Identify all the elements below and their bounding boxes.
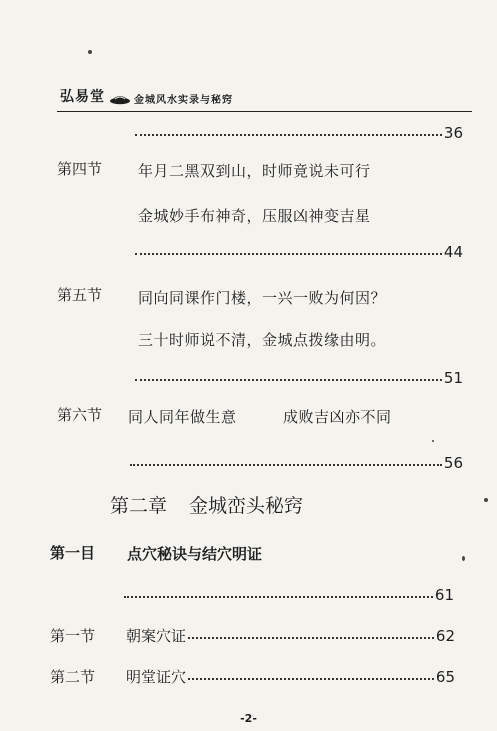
- subsection-title: 明堂证穴: [126, 668, 187, 686]
- toc-entry-62: [50, 625, 455, 646]
- part-title: 点穴秘诀与结穴明证: [127, 545, 263, 563]
- section-title-line: 三十时师说不清，金城点拨缘由明。: [138, 331, 387, 349]
- section-title-line: 成败吉凶亦不同: [283, 408, 392, 426]
- page-ref: 44: [443, 243, 463, 261]
- section-label: 第四节: [57, 160, 103, 178]
- page-ref: 62: [435, 627, 455, 645]
- dot-leader: [135, 134, 442, 136]
- chapter-label: 第二章: [110, 495, 168, 517]
- section-title-line: 金城妙手布神奇，压服凶神变吉星: [138, 207, 371, 225]
- chapter-heading: [110, 491, 303, 518]
- toc-leader-51: [135, 369, 463, 387]
- page-ref: 36: [443, 124, 463, 142]
- header-brand: 弘易堂: [60, 89, 105, 105]
- section-label: 第六节: [57, 406, 103, 424]
- page-ref: 51: [443, 369, 463, 387]
- section-title-line: 年月二黑双到山，时师竟说未可行: [138, 162, 371, 180]
- subsection-title: 朝案穴证: [126, 627, 187, 645]
- header-rule: [57, 111, 472, 112]
- running-header: [60, 86, 233, 106]
- dot-leader: [188, 637, 434, 639]
- toc-leader-44: [135, 243, 463, 261]
- part-label: 第一目: [50, 544, 96, 562]
- toc-leader-36: [135, 124, 463, 142]
- page-number: -2-: [240, 712, 257, 725]
- boat-logo-icon: [109, 91, 131, 105]
- header-subtitle: 金城风水实录与秘窍: [134, 95, 233, 106]
- dot-leader: [135, 379, 442, 381]
- toc-leader-61: [124, 586, 454, 604]
- dot-leader: [135, 253, 442, 255]
- toc-entry-65: [50, 666, 455, 687]
- subsection-label: 第二节: [50, 668, 96, 686]
- section-title-line: 同向同课作门楼，一兴一败为何因？: [138, 289, 387, 307]
- scan-speck: [432, 440, 434, 442]
- scan-speck: [88, 50, 92, 54]
- page-ref: 65: [435, 668, 455, 686]
- section-title-line: 同人同年做生意: [128, 408, 237, 426]
- subsection-label: 第一节: [50, 627, 96, 645]
- chapter-title: 金城峦头秘窍: [189, 495, 304, 517]
- toc-leader-56: [130, 454, 463, 472]
- dot-leader: [188, 678, 434, 680]
- page-ref: 56: [443, 454, 463, 472]
- dot-leader: [130, 464, 442, 466]
- scan-speck: [484, 498, 488, 502]
- page-ref: 61: [434, 586, 454, 604]
- scan-speck: [462, 556, 465, 561]
- dot-leader: [124, 596, 433, 598]
- section-label: 第五节: [57, 286, 103, 304]
